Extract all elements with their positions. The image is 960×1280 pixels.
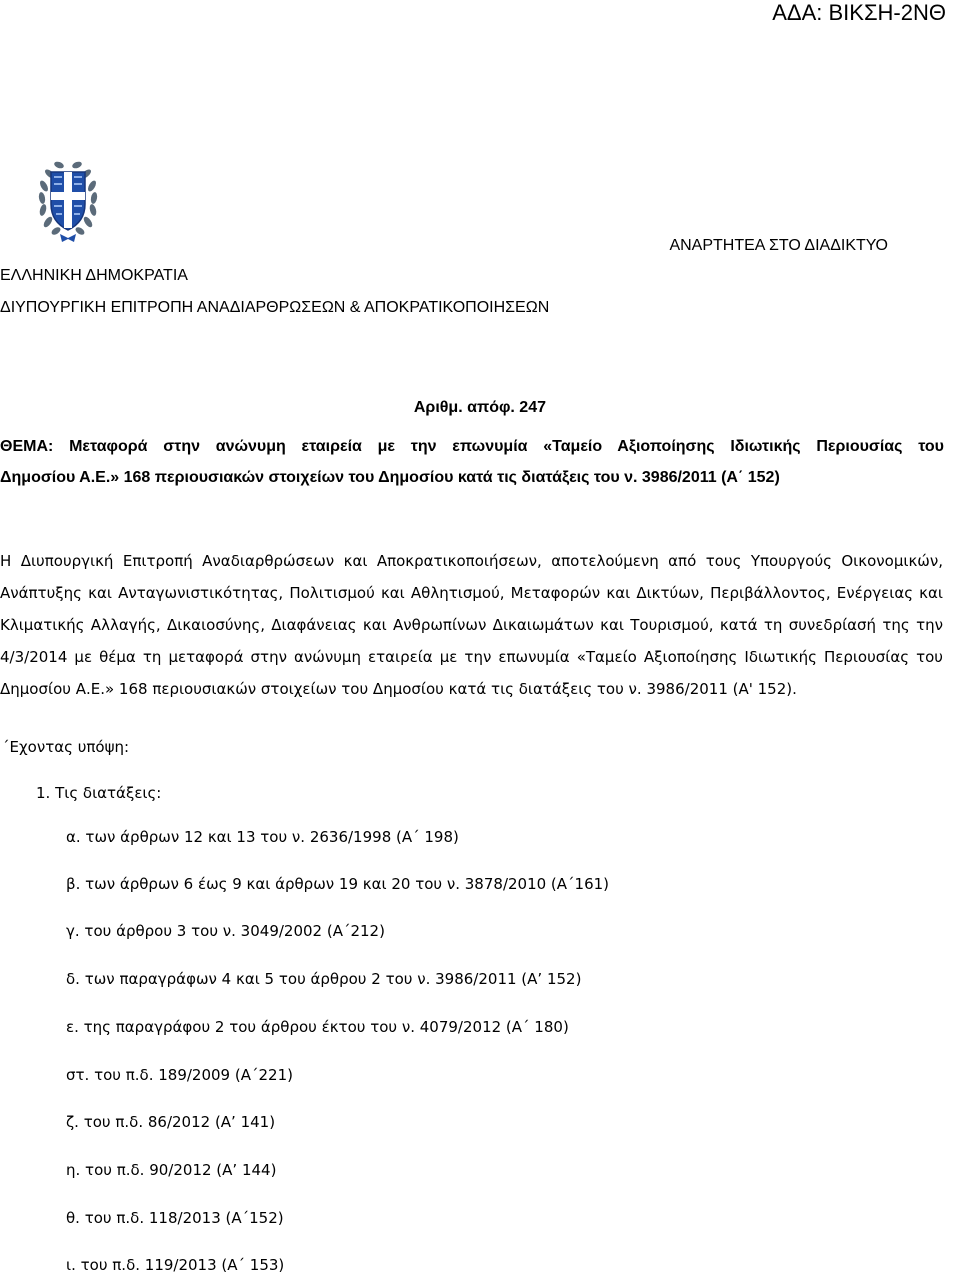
provision-item: ε. της παραγράφου 2 του άρθρου έκτου του ν. 4079/2012 (Α΄ 180) [66,1018,569,1036]
provision-item: δ. των παραγράφων 4 και 5 του άρθρου 2 του ν. 3986/2011 (Α’ 152) [66,970,582,988]
provision-item: ι. του π.δ. 119/2013 (Α΄ 153) [66,1256,285,1274]
provision-item: ζ. του π.δ. 86/2012 (Α’ 141) [66,1113,276,1131]
provisions-list-title: 1. Τις διατάξεις: [36,784,162,802]
committee-heading: ΔΙΥΠΟΥΡΓΙΚΗ ΕΠΙΤΡΟΠΗ ΑΝΑΔΙΑΡΘΡΩΣΕΩΝ & ΑΠΟΚΡΑΤΙΚΟΠΟΙΗΣΕΩΝ [0,299,550,316]
provision-item: γ. του άρθρου 3 του ν. 3049/2002 (Α΄212) [66,922,385,940]
decision-number: Αριθμ. απόφ. 247 [413,399,546,416]
provision-item: β. των άρθρων 6 έως 9 και άρθρων 19 και 20 του ν. 3878/2010 (Α΄161) [66,875,610,893]
provision-item: στ. του π.δ. 189/2009 (Α΄221) [66,1066,293,1084]
ada-code: ΑΔΑ: ΒΙΚΣΗ-2ΝΘ [772,0,946,25]
provision-item: θ. του π.δ. 118/2013 (Α΄152) [66,1209,284,1227]
provision-item: α. των άρθρων 12 και 13 του ν. 2636/1998 (Α΄ 198) [66,828,459,846]
republic-heading: ΕΛΛΗΝΙΚΗ ΔΗΜΟΚΡΑΤΙΑ [0,267,188,284]
provision-item: η. του π.δ. 90/2012 (Α’ 144) [66,1161,277,1179]
having-regard-heading: ΄Εχοντας υπόψη: [2,738,130,756]
subject-line-2: Δημοσίου Α.Ε.» 168 περιουσιακών στοιχείων του Δημοσίου κατά τις διατάξεις του ν. 3986/2011 (Α΄ 152) [0,469,780,486]
preamble-paragraph: Η Διυπουργική Επιτροπή Αναδιαρθρώσεων και Αποκρατικοποιήσεων, αποτελούμενη από τους Υπουργούς Οικονομικών, Ανάπτυξης και Ανταγωνιστικότητας, Πολιτισμού και Αθλητισμού, Μεταφορών και Δικτύων, Περιβάλλοντος, Ενέργειας και Κλιματικής Αλλαγής, Δικαιοσύνης, Διαφάνειας και Ανθρωπίνων Δικαιωμάτων και Τουρισμού, κατά τη συνεδρίασή της την 4/3/2014 με θέμα τη μεταφορά στην ανώνυμη εταιρεία με την επωνυμία «Ταμείο Αξιοποίησης Ιδιωτικής Περιουσίας του Δημοσίου Α.Ε.» 168 περιουσιακών στοιχείων του Δημοσίου κατά τις διατάξεις του ν. 3986/2011 (Α' 152). [0,552,943,698]
publish-online-note: ΑΝΑΡΤΗΤΕΑ ΣΤΟ ΔΙΑΔΙΚΤΥΟ [669,237,888,254]
greek-coat-of-arms-icon [34,150,102,246]
subject-line-1: ΘΕΜΑ: Μεταφορά στην ανώνυμη εταιρεία με την επωνυμία «Ταμείο Αξιοποίησης Ιδιωτικής Περιουσίας του [0,438,944,455]
